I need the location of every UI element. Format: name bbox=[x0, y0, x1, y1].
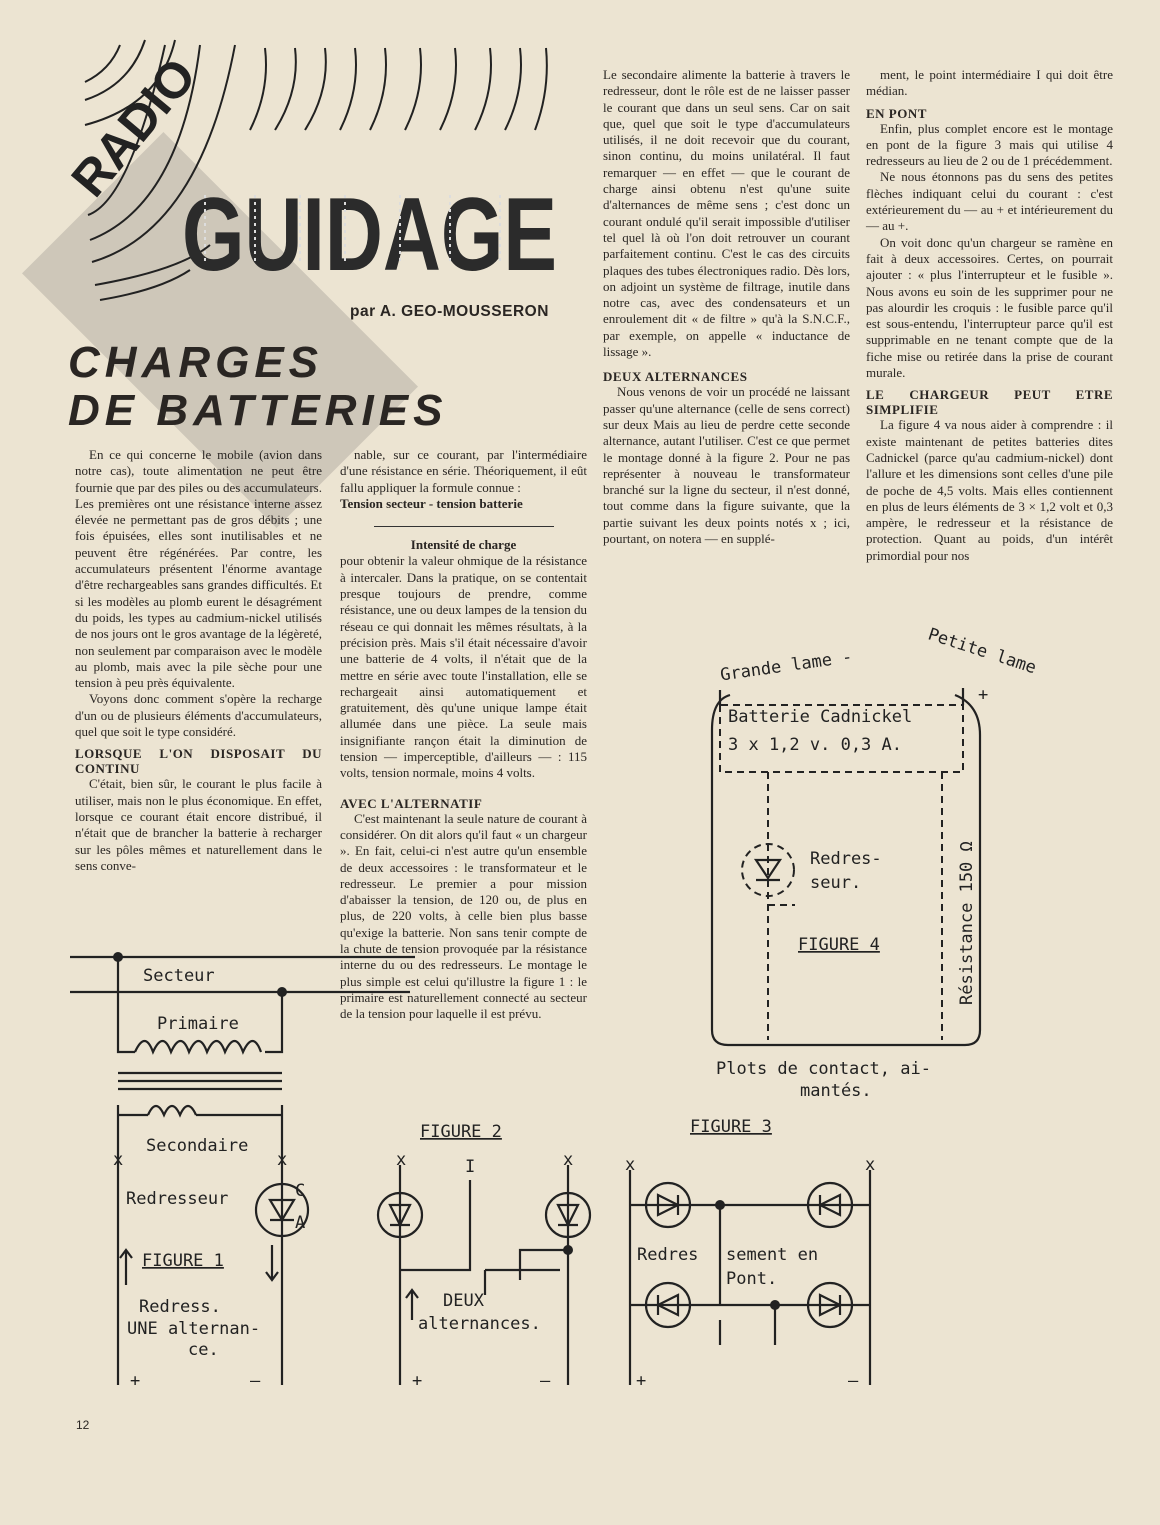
minus-sign: — bbox=[848, 1371, 859, 1391]
plus-sign: + bbox=[130, 1371, 141, 1391]
paragraph: La figure 4 va nous aider à comprendre : il existe maintenant de petites batteries dites Cadnickel (parce qu'au cadmium-nickel) dont l'allure et les dimensions sont celles d'une pile de poche de 4,5 volts. Mais elles contiennent en plus de leurs éléments de 3 × 1,2 volt et 0,3 ampère, le redresseur et la résistance de protection. Quant au poids, d'un intérêt primordial pour nos bbox=[866, 417, 1113, 563]
label-petite-lame: Petite lame bbox=[925, 624, 1039, 679]
point-x: x bbox=[396, 1150, 407, 1170]
paragraph: C'est maintenant la seule nature de courant à considérer. On dit alors qu'il faut « un chargeur ». En fait, celui-ci n'est autre qu'un ensemble de deux accessoires : le transformateur et le redresseur. Le premier a pour mission d'abaisser la tension, de 120 ou, de plus en plus, de 220 volts, à celle bien plus basse qu'exige la batterie. Non sans tenir compte de la chute de tension provoquée par la résistance interne du ou des redresseurs. Le montage le plus simple est celui qu'illustre la figure 1 : le primaire est naturellement connecté au secteur de la tension pour laquelle il est prévu. bbox=[340, 810, 587, 1022]
cathode-label: C bbox=[295, 1181, 306, 1201]
minus-sign: — bbox=[250, 1371, 261, 1391]
paragraph: nable, sur ce courant, par l'intermédiaire d'une résistance en série. Théoriquement, il eût fallu appliquer la formule connue : bbox=[340, 447, 587, 495]
section-heading: DEUX ALTERNANCES bbox=[603, 369, 748, 385]
title-line-2: DE BATTERIES bbox=[68, 386, 448, 435]
point-x: x bbox=[277, 1150, 288, 1170]
paragraph: Le secondaire alimente la batterie à travers le redresseur, dont le rôle est de ne laisser passer le courant que dans un seul sens. Car on sait que, quel que soit le type d'accumulateurs utilisés, il ne doit recevoir que du courant, sinon continu, du moins unilatéral. Il faut remarquer — en effet — que le courant de charge ainsi obtenu n'est qu'une suite d'alternances de même sens ; c'est donc un courant ondulé qu'il serait impossible d'utiliser tel quel là où l'on doit retrouver un courant parfaitement continu. C'est le cas des circuits plaques des tubes électroniques radio. Dès lors, on adjoint un système de filtrage, inutile dans notre cas, avec des condensateurs et un enroulement dit « de filtre » qu'à la S.N.C.F., par exemple, on appelle « inductance de lissage ». bbox=[603, 67, 850, 360]
title-line-1: CHARGES bbox=[68, 338, 324, 387]
figure-3-note: sement en bbox=[726, 1245, 819, 1265]
byline: par A. GEO-MOUSSERON bbox=[350, 303, 549, 320]
label-secondaire: Secondaire bbox=[146, 1136, 249, 1156]
label-redresseur: Redresseur bbox=[126, 1189, 229, 1209]
minus-sign: — bbox=[540, 1371, 551, 1391]
point-x: x bbox=[113, 1150, 124, 1170]
figure-3-note: Redres bbox=[637, 1245, 699, 1265]
plus-sign: + bbox=[636, 1371, 647, 1391]
section-heading: AVEC L'ALTERNATIF bbox=[340, 795, 483, 811]
plus-sign: + bbox=[978, 685, 989, 705]
figure-1 bbox=[70, 952, 415, 1391]
radio-logo-text: RADIO bbox=[60, 47, 207, 208]
section-heading: LORSQUE L'ON DISPOSAIT DU CONTINU bbox=[75, 746, 322, 777]
point-x: x bbox=[865, 1155, 876, 1175]
section-heading: EN PONT bbox=[866, 105, 927, 121]
figure-2-note: alternances. bbox=[418, 1314, 541, 1334]
paragraph: Ne nous étonnons pas du sens des petites flèches indiquant celui du courant : c'est extérieurement du — au + et intérieurement du — au +. bbox=[866, 169, 1113, 234]
plus-sign: + bbox=[412, 1371, 423, 1391]
label-secteur: Secteur bbox=[143, 966, 215, 986]
figure-4-caption: mantés. bbox=[800, 1081, 872, 1101]
page-number: 12 bbox=[76, 1418, 90, 1432]
point-i: I bbox=[465, 1157, 476, 1177]
label-resistance: Résistance 150 Ω bbox=[957, 841, 977, 1005]
label-battery-name: Batterie Cadnickel bbox=[728, 707, 913, 727]
figure-2-title: FIGURE 2 bbox=[420, 1122, 502, 1142]
paragraph: Voyons donc comment s'opère la recharge d'un ou de plusieurs éléments d'accumulateurs, quel que soit le type considéré. bbox=[75, 691, 322, 740]
figure-1-note: ce. bbox=[188, 1340, 219, 1360]
paragraph: ment, le point intermédiaire I qui doit être médian. bbox=[866, 67, 1113, 99]
label-redresseur: Redres- bbox=[810, 849, 882, 869]
figure-3 bbox=[625, 1117, 875, 1391]
paragraph: C'était, bien sûr, le courant le plus facile à utiliser, mais non le plus économique. En effet, lorsque ce courant était encore distribué, il n'était que de brancher la batterie à recharger sur les pôles mêmes et naturellement dans le sens conve- bbox=[75, 776, 322, 873]
figure-2-note: DEUX bbox=[443, 1291, 484, 1311]
section-heading: LE CHARGEUR PEUT ETRE SIMPLIFIE bbox=[866, 387, 1113, 418]
label-grande-lame: Grande lame - bbox=[718, 647, 854, 686]
label-redresseur: seur. bbox=[810, 873, 862, 893]
figure-3-title: FIGURE 3 bbox=[690, 1117, 772, 1137]
figure-1-title: FIGURE 1 bbox=[142, 1251, 224, 1271]
formula-denominator: Intensité de charge bbox=[410, 537, 517, 553]
figure-1-note: Redress. bbox=[139, 1297, 221, 1317]
figure-4-title: FIGURE 4 bbox=[798, 935, 880, 955]
formula-numerator: Tension secteur - tension batterie bbox=[340, 495, 523, 511]
figure-4 bbox=[712, 624, 1039, 1101]
anode-label: A bbox=[295, 1213, 306, 1233]
guidage-logo-text: GUIDAGE bbox=[182, 177, 557, 293]
point-x: x bbox=[625, 1155, 636, 1175]
paragraph: On voit donc qu'un chargeur se ramène en fait à deux accessoires. Certes, on pourrait ajouter : « plus l'interrupteur et le fusible ». Nous avons eu soin de les supprimer pour ne pas alourdir les croquis : le fusible parce qu'il est sous-entendu, l'interrupteur parce qu'il est supprimable en ne tenant compte que de la fiche mise ou retirée dans la prise de courant murale. bbox=[866, 234, 1113, 381]
paragraph: En ce qui concerne le mobile (avion dans notre cas), toute alimentation ne peut être fournie que par des piles ou des accumulateurs. Les premières ont une résistance interne assez élevée ne permettant pas de gros débits ; une fois épuisées, elles sont inutilisables et ne peuvent être régénérées. Par contre, les accumulateurs présentent l'énorme avantage d'être rechargeables sans grandes difficultés. Et si les modèles au plomb eurent le désagrément du poids, les types au cadmium-nickel utilisés de nos jours ont le gros avantage de la légèreté, non seulement par comparaison avec le modèle au plomb, mais avec la pile sèche pour une tension à peu près équivalente. bbox=[75, 447, 322, 691]
paragraph: Nous venons de voir un procédé ne laissant passer qu'une alternance (celle de sens correct) sur deux Mais au lieu de perdre cette seconde alternance, autant l'utiliser. C'est ce que permet le montage donné à la figure 2. Pour ne pas représenter à nouveau le transformateur branché sur la ligne du secteur, il n'est donné, tout comme dans la figure suivante, que la partie suivant les deux points notés x ; ici, pourtant, on notera — en supplé- bbox=[603, 384, 850, 547]
figure-2 bbox=[378, 1122, 590, 1391]
figure-3-note: Pont. bbox=[726, 1269, 778, 1289]
point-x: x bbox=[563, 1150, 574, 1170]
figure-4-caption: Plots de contact, ai- bbox=[716, 1059, 931, 1079]
paragraph: Enfin, plus complet encore est le montage en pont de la figure 3 mais qui utilise 4 redresseurs au lieu de 2 ou de 1 précédemment. bbox=[866, 120, 1113, 169]
label-primaire: Primaire bbox=[157, 1014, 239, 1034]
figure-1-note: UNE alternan- bbox=[127, 1319, 261, 1339]
label-battery-spec: 3 x 1,2 v. 0,3 A. bbox=[728, 735, 902, 755]
paragraph: pour obtenir la valeur ohmique de la résistance à intercaler. Dans la pratique, on se contentait presque toujours de prendre, comme résistance, une ou deux lampes de la tension du réseau ce qui donnait les mêmes résultats, à la précision près. Mais s'il était nécessaire d'avoir une batterie de 4 volts, il n'était que de la mettre en série avec toute l'installation, elle se rechargeait ainsi automatiquement et gratuitement, dès qu'une unique lampe était allumée dans une pièce. La seule mais insignifiante rançon était la diminution de tension — imperceptible, d'ailleurs — : 115 volts, tension normale, moins 4 volts. bbox=[340, 553, 587, 781]
